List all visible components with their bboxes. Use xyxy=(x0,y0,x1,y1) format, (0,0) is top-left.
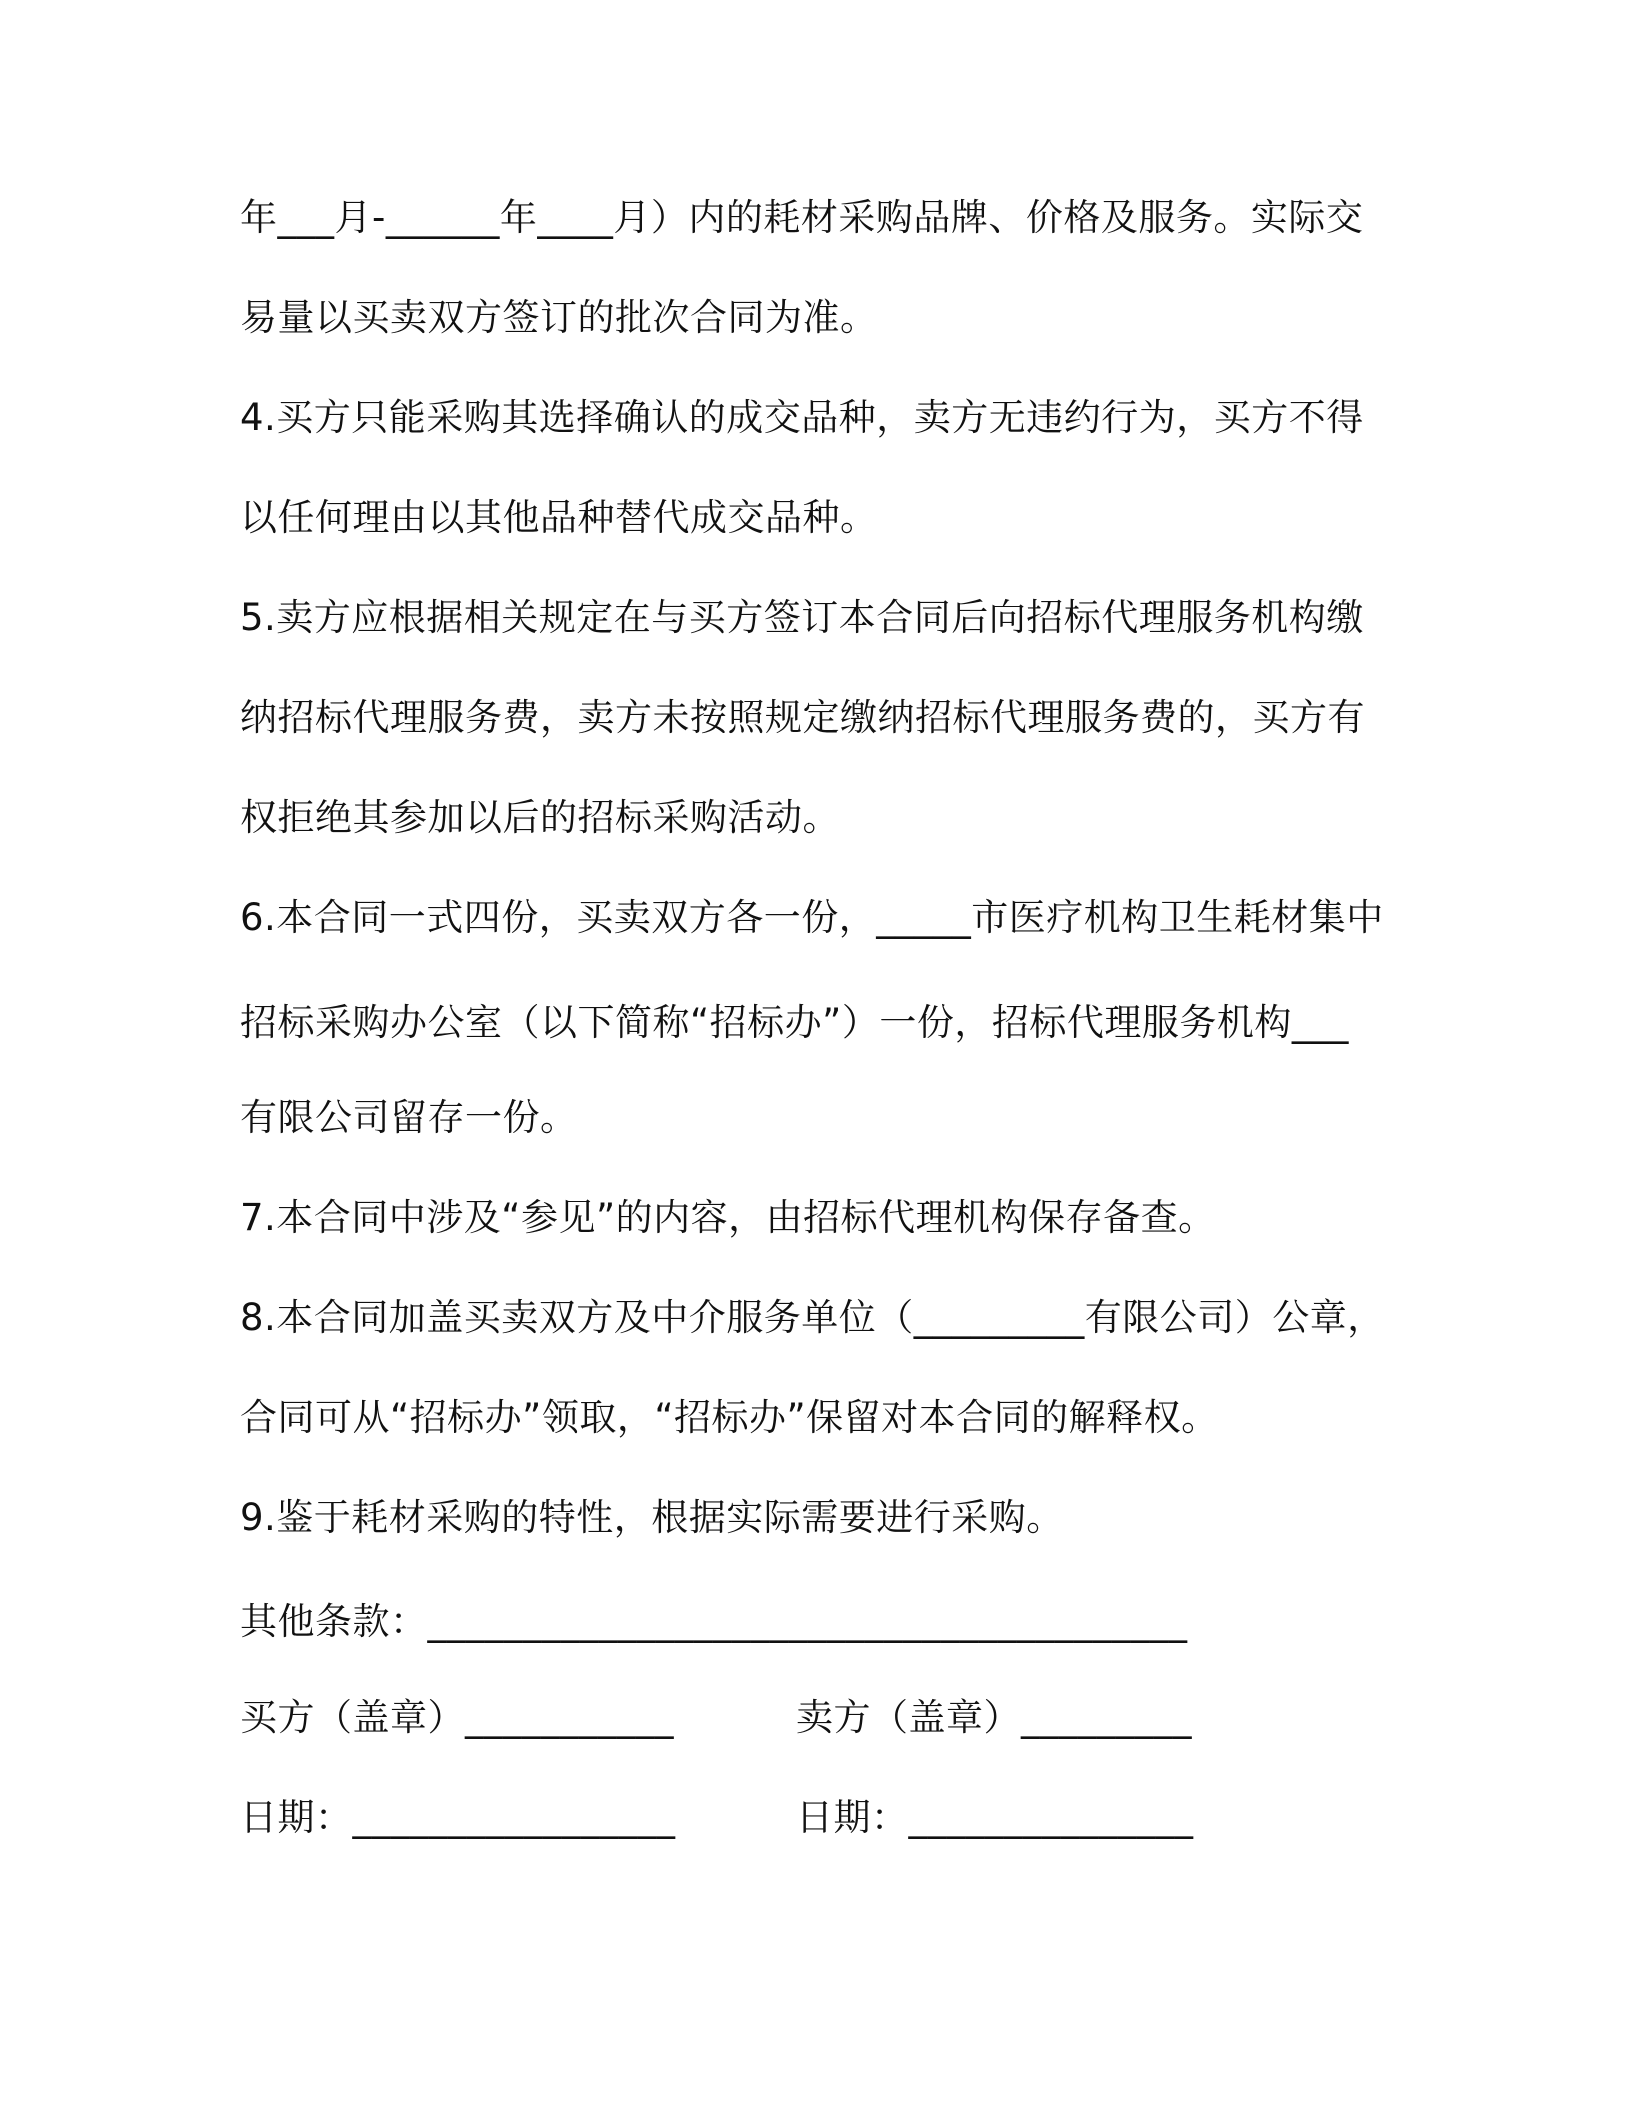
seller-seal: 卖方（盖章）_________ xyxy=(796,1696,1192,1739)
buyer-date: 日期：_________________ xyxy=(240,1796,676,1839)
seller-date: 日期：_______________ xyxy=(796,1796,1194,1839)
clause-line: 纳招标代理服务费，卖方未按照规定缴纳招标代理服务费的，买方有 xyxy=(240,696,1365,739)
clause-9-line: 9.鉴于耗材采购的特性，根据实际需要进行采购。 xyxy=(240,1496,1064,1539)
clause-line: 招标采购办公室（以下简称“招标办”）一份，招标代理服务机构___ xyxy=(240,1001,1349,1044)
clause-line: 有限公司留存一份。 xyxy=(240,1096,578,1139)
clause-6-line: 6.本合同一式四份，买卖双方各一份，_____市医疗机构卫生耗材集中 xyxy=(240,896,1384,939)
clause-5-line: 5.卖方应根据相关规定在与买方签订本合同后向招标代理服务机构缴 xyxy=(240,596,1364,639)
clause-line: 合同可从“招标办”领取，“招标办”保留对本合同的解释权。 xyxy=(240,1396,1219,1439)
clause-line: 年___月-______年____月）内的耗材采购品牌、价格及服务。实际交 xyxy=(240,196,1364,239)
clause-line: 权拒绝其参加以后的招标采购活动。 xyxy=(240,796,840,839)
clause-line: 易量以买卖双方签订的批次合同为准。 xyxy=(240,296,878,339)
clause-4-line: 4.买方只能采购其选择确认的成交品种，卖方无违约行为，买方不得 xyxy=(240,396,1364,439)
clause-8-line: 8.本合同加盖买卖双方及中介服务单位（_________有限公司）公章， xyxy=(240,1296,1385,1339)
other-terms: 其他条款：________________________________________ xyxy=(240,1600,1188,1643)
clause-7-line: 7.本合同中涉及“参见”的内容，由招标代理机构保存备查。 xyxy=(240,1196,1216,1239)
buyer-seal: 买方（盖章）___________ xyxy=(240,1696,674,1739)
clause-line: 以任何理由以其他品种替代成交品种。 xyxy=(240,496,878,539)
